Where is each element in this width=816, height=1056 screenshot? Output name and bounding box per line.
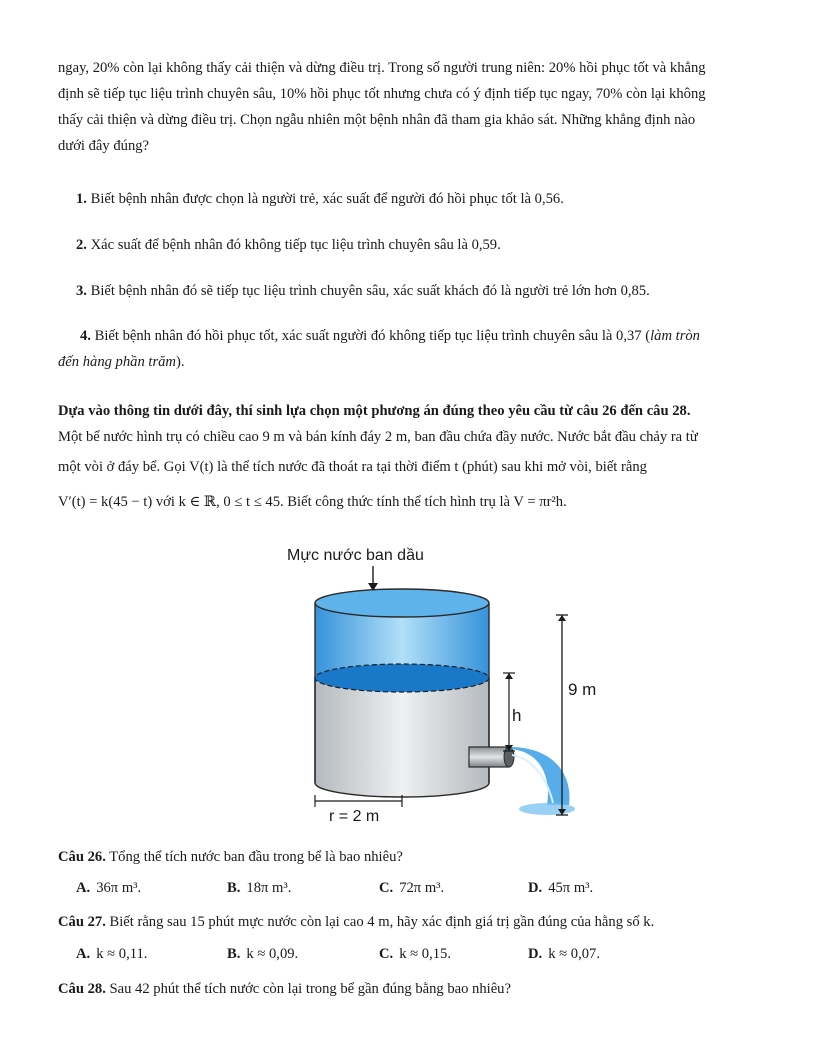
height-label: 9 m xyxy=(568,680,597,699)
statement-2 xyxy=(76,232,762,258)
outlet-pipe xyxy=(469,747,509,767)
question-label: Câu 28. xyxy=(58,981,106,997)
statement-4-continuation xyxy=(58,349,762,375)
option-c[interactable] xyxy=(379,877,444,899)
water-level-surface xyxy=(315,664,489,692)
radius-label: r = 2 m xyxy=(329,808,380,825)
question-text: Tổng thể tích nước ban đầu trong bể là bao nhiêu? xyxy=(109,849,403,865)
math-derivative: V′(t) = k(45 − t) xyxy=(58,494,153,510)
statement-italic: làm tròn xyxy=(650,328,700,344)
question-label: Câu 27. xyxy=(58,914,106,930)
intro-line-4: dưới đây đúng? xyxy=(58,138,150,154)
option-d[interactable] xyxy=(528,877,593,899)
option-letter: A. xyxy=(76,946,91,962)
problem-line-3 xyxy=(58,489,762,515)
option-a[interactable] xyxy=(76,877,141,899)
option-letter: B. xyxy=(227,946,241,962)
section-heading: Dựa vào thông tin dưới đây, thí sinh lựa chọn một phương án đúng theo yêu cầu từ câu 26 đến câu 28. xyxy=(58,403,691,419)
tank-lower-body xyxy=(315,678,489,797)
question-26 xyxy=(58,846,762,868)
math-domain: k ∈ ℝ, 0 ≤ t ≤ 45 xyxy=(178,494,280,510)
option-letter: C. xyxy=(379,946,394,962)
statement-3 xyxy=(76,278,762,304)
statement-text: Xác suất để bệnh nhân đó không tiếp tục liệu trình chuyên sâu là 0,59. xyxy=(90,237,501,253)
math-t: t xyxy=(454,459,459,475)
option-value: 45π m³. xyxy=(548,880,594,896)
option-c[interactable] xyxy=(379,943,451,965)
problem-text: là thể tích nước đã thoát ra tại thời điểm xyxy=(213,459,455,475)
top-water-level-label: Mực nước ban dầu xyxy=(287,547,424,564)
option-b[interactable] xyxy=(227,943,298,965)
statement-text: Biết bệnh nhân đó hồi phục tốt, xác suất người đó không tiếp tục liệu trình chuyên sâu là 0,37 ( xyxy=(94,328,651,344)
question-28 xyxy=(58,978,762,1000)
intro-line-1: ngay, 20% còn lại không thấy cải thiện và dừng điều trị. Trong số người trung niên: 20% hồi phục tốt và khẳng xyxy=(58,60,706,76)
option-value: k ≈ 0,11. xyxy=(96,946,148,962)
statement-text: Biết bệnh nhân được chọn là người trẻ, xác suất để người đó hồi phục tốt là 0,56. xyxy=(90,191,564,207)
option-value: k ≈ 0,09. xyxy=(246,946,299,962)
statement-number: 1. xyxy=(76,191,87,207)
statement-text: Biết bệnh nhân đó sẽ tiếp tục liệu trình chuyên sâu, xác suất khách đó là người trẻ lớn hơn 0,85. xyxy=(90,283,650,299)
option-letter: C. xyxy=(379,880,394,896)
question-27 xyxy=(58,911,762,933)
cylinder-tank-figure xyxy=(207,533,611,836)
question-text: Biết rằng sau 15 phút mực nước còn lại cao 4 m, hãy xác định giá trị gần đúng của hằng số k. xyxy=(109,914,655,930)
option-value: k ≈ 0,07. xyxy=(548,946,600,962)
intro-line-3: thấy cải thiện và dừng điều trị. Chọn ngẫu nhiên một bệnh nhân đã tham gia khảo sát. Những khẳng định nào xyxy=(58,112,696,128)
problem-text: . Biết công thức tính thể tích hình trụ là xyxy=(280,494,514,510)
problem-text: (phút) sau khi mở vòi, biết rằng xyxy=(458,459,647,475)
problem-text: . xyxy=(563,494,567,510)
option-letter: D. xyxy=(528,880,543,896)
option-value: k ≈ 0,15. xyxy=(399,946,451,962)
math-v-of-t: V(t) xyxy=(189,459,214,475)
intro-line-2: định sẽ tiếp tục liệu trình chuyên sâu, 10% hồi phục tốt nhưng chưa có ý định tiếp tục ngay, 70% còn lại không xyxy=(58,86,706,102)
statement-tail: ). xyxy=(175,354,185,370)
statement-number: 3. xyxy=(76,283,87,299)
problem-text: một vòi ở đáy bể. Gọi xyxy=(58,459,190,475)
water-splash xyxy=(519,803,575,815)
statement-4 xyxy=(80,323,766,349)
question-26-options xyxy=(76,877,776,899)
problem-line-1: Một bể nước hình trụ có chiều cao 9 m và bán kính đáy 2 m, ban đầu chứa đầy nước. Nước bắt đầu chảy ra từ xyxy=(58,429,698,445)
level-label: h xyxy=(512,706,522,725)
option-b[interactable] xyxy=(227,877,291,899)
question-text: Sau 42 phút thể tích nước còn lại trong bể gần đúng bằng bao nhiêu? xyxy=(109,981,511,997)
option-letter: A. xyxy=(76,880,91,896)
option-d[interactable] xyxy=(528,943,600,965)
problem-text: với xyxy=(152,494,179,510)
option-value: 72π m³. xyxy=(399,880,445,896)
statement-italic-2: đến hàng phần trăm xyxy=(58,354,176,370)
math-volume-formula: V = πr²h xyxy=(513,494,564,510)
option-value: 18π m³. xyxy=(246,880,292,896)
problem-line-2 xyxy=(58,454,762,480)
option-letter: D. xyxy=(528,946,543,962)
question-27-options xyxy=(76,943,776,965)
question-label: Câu 26. xyxy=(58,849,106,865)
statement-number: 2. xyxy=(76,237,87,253)
tank-top xyxy=(315,589,489,617)
statement-number: 4. xyxy=(80,328,91,344)
option-a[interactable] xyxy=(76,943,147,965)
option-value: 36π m³. xyxy=(96,880,142,896)
option-letter: B. xyxy=(227,880,241,896)
statement-1 xyxy=(76,186,762,212)
